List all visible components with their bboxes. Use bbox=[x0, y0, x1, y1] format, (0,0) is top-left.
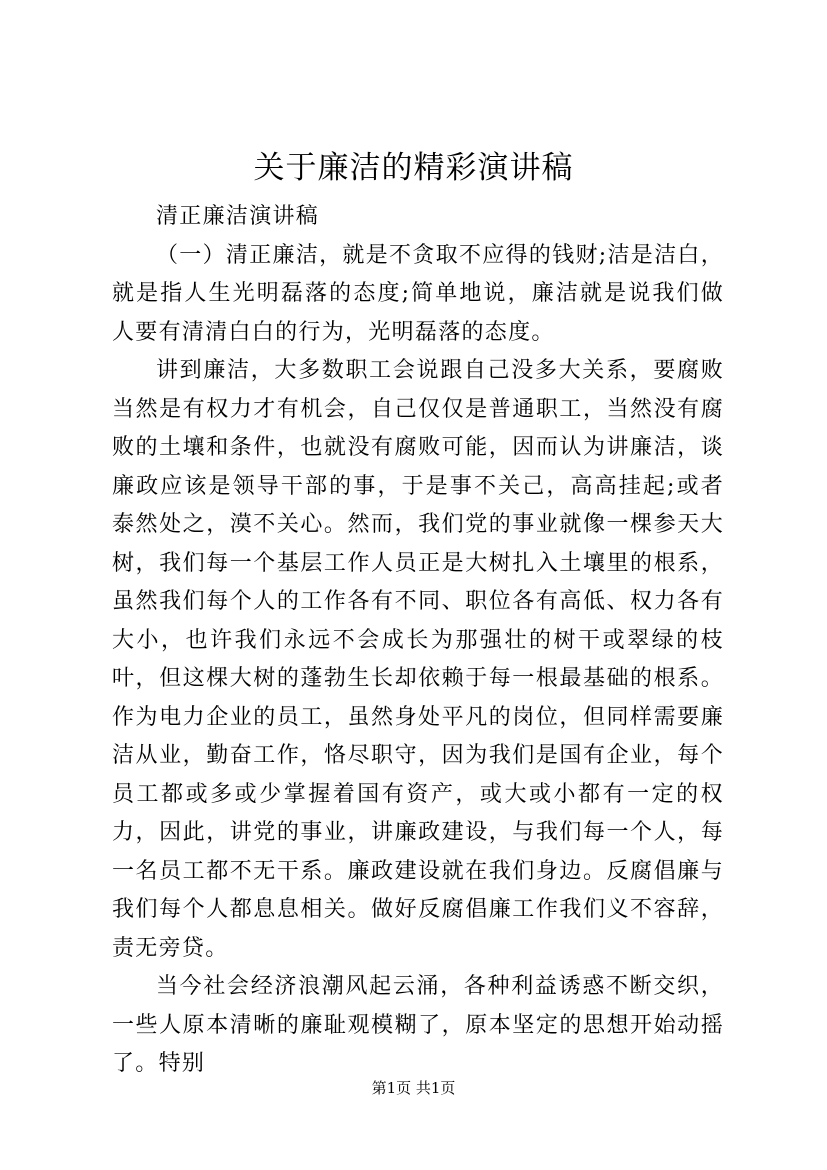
paragraph-1: （一）清正廉洁，就是不贪取不应得的钱财;洁是洁白，就是指人生光明磊落的态度;简单地说，廉洁就是说我们做人要有清清白白的行为，光明磊落的态度。 bbox=[112, 242, 724, 345]
page-footer: 第1页 共1页 bbox=[371, 1079, 456, 1097]
document-title: 关于廉洁的精彩演讲稿 bbox=[253, 150, 574, 186]
paragraph-3: 当今社会经济浪潮风起云涌，各种利益诱惑不断交织，一些人原本清晰的廉耻观模糊了，原本坚定的思想开始动摇了。特别 bbox=[112, 974, 724, 1076]
document-body bbox=[112, 198, 724, 1084]
paragraph-subtitle: 清正廉洁演讲稿 bbox=[156, 204, 320, 229]
paragraph-2: 讲到廉洁，大多数职工会说跟自己没多大关系，要腐败当然是有权力才有机会，自己仅仅是普通职工，当然没有腐败的土壤和条件，也就没有腐败可能，因而认为讲廉洁，谈廉政应该是领导干部的事，于是事不关己，高高挂起;或者泰然处之，漠不关心。然而，我们党的事业就像一棵参天大树，我们每一个基层工作人员正是大树扎入土壤里的根系，虽然我们每个人的工作各有不同、职位各有高低、权力各有大小，也许我们永远不会成长为那强壮的树干或翠绿的枝叶，但这棵大树的蓬勃生长却依赖于每一根最基础的根系。作为电力企业的员工，虽然身处平凡的岗位，但同样需要廉洁从业，勤奋工作，恪尽职守，因为我们是国有企业，每个员工都或多或少掌握着国有资产，或大或小都有一定的权力，因此，讲党的事业，讲廉政建设，与我们每一个人，每一名员工都不无干系。廉政建设就在我们身边。反腐倡廉与我们每个人都息息相关。做好反腐倡廉工作我们义不容辞，责无旁贷。 bbox=[112, 358, 724, 961]
